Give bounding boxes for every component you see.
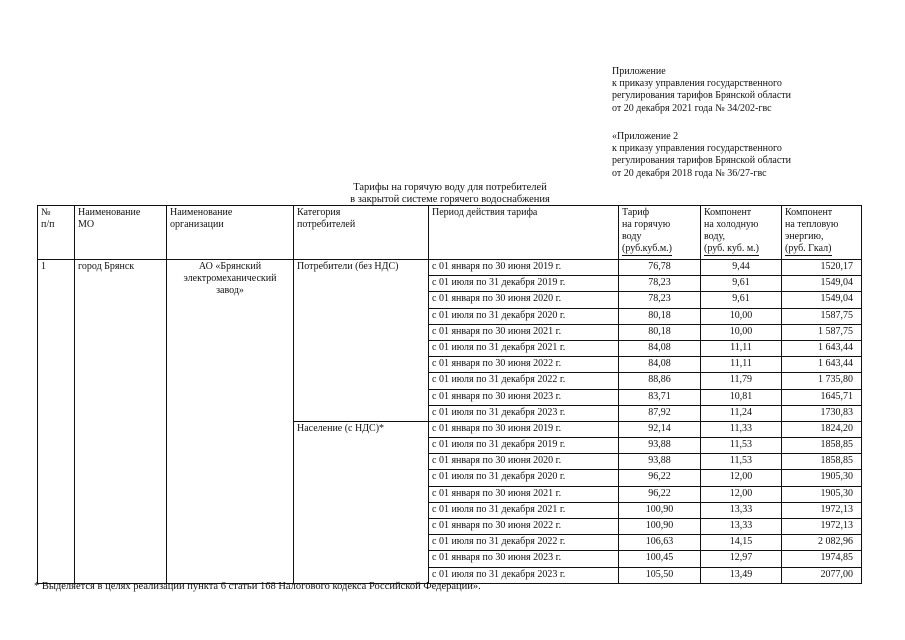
header-period: Период действия тарифа: [429, 206, 619, 260]
cell-cold: 11,24: [701, 405, 782, 421]
cell-heat: 1549,04: [782, 292, 862, 308]
cell-period: с 01 июля по 31 декабря 2023 г.: [429, 567, 619, 583]
cell-heat: 1587,75: [782, 308, 862, 324]
cell-heat: 1520,17: [782, 260, 862, 276]
cell-tariff: 100,90: [619, 502, 701, 518]
title-line-1: Тарифы на горячую воду для потребителей: [353, 182, 547, 193]
header-tariff: Тариф на горячую воду (руб.куб.м.): [619, 206, 701, 260]
cell-period: с 01 июля по 31 декабря 2019 г.: [429, 438, 619, 454]
title-line-2: в закрытой системе горячего водоснабжения: [350, 194, 550, 205]
appendix-line: «Приложение 2: [612, 131, 679, 142]
document-title: [300, 182, 600, 206]
cell-cold: 14,15: [701, 535, 782, 551]
cell-tariff: 87,92: [619, 405, 701, 421]
cell-heat: 1972,13: [782, 502, 862, 518]
cell-cold: 13,33: [701, 502, 782, 518]
cell-tariff: 84,08: [619, 357, 701, 373]
cell-heat: 1858,85: [782, 438, 862, 454]
cell-period: с 01 января по 30 июня 2023 г.: [429, 551, 619, 567]
cell-period: с 01 января по 30 июня 2022 г.: [429, 519, 619, 535]
cell-category: Население (с НДС)*: [294, 421, 429, 583]
cell-period: с 01 июля по 31 декабря 2019 г.: [429, 276, 619, 292]
cell-cold: 13,33: [701, 519, 782, 535]
cell-tariff: 92,14: [619, 421, 701, 437]
cell-tariff: 88,86: [619, 373, 701, 389]
cell-cold: 11,53: [701, 438, 782, 454]
cell-period: с 01 января по 30 июня 2021 г.: [429, 324, 619, 340]
cell-tariff: 76,78: [619, 260, 701, 276]
cell-cold: 10,00: [701, 324, 782, 340]
cell-cold: 10,81: [701, 389, 782, 405]
cell-heat: 1974,85: [782, 551, 862, 567]
cell-cold: 10,00: [701, 308, 782, 324]
cell-cold: 11,79: [701, 373, 782, 389]
cell-heat: 1905,30: [782, 486, 862, 502]
cell-cold: 12,00: [701, 486, 782, 502]
cell-cold: 11,33: [701, 421, 782, 437]
cell-cold: 9,61: [701, 276, 782, 292]
cell-period: с 01 июля по 31 декабря 2023 г.: [429, 405, 619, 421]
appendix-note-current: [612, 66, 791, 115]
cell-period: с 01 июля по 31 декабря 2021 г.: [429, 340, 619, 356]
cell-tariff: 80,18: [619, 308, 701, 324]
cell-period: с 01 июля по 31 декабря 2021 г.: [429, 502, 619, 518]
cell-tariff: 105,50: [619, 567, 701, 583]
cell-heat: 1730,83: [782, 405, 862, 421]
cell-heat: 1858,85: [782, 454, 862, 470]
cell-cold: 9,61: [701, 292, 782, 308]
appendix-line: от 20 декабря 2021 года № 34/202-гвс: [612, 102, 772, 114]
cell-tariff: 78,23: [619, 292, 701, 308]
cell-cold: 11,53: [701, 454, 782, 470]
cell-heat: 1 643,44: [782, 357, 862, 373]
appendix-line: к приказу управления государственного: [612, 143, 782, 155]
cell-org: АО «Брянский электромеханический завод»: [167, 260, 294, 584]
cell-period: с 01 января по 30 июня 2020 г.: [429, 454, 619, 470]
cell-period: с 01 января по 30 июня 2021 г.: [429, 486, 619, 502]
cell-heat: 1972,13: [782, 519, 862, 535]
cell-heat: 2 082,96: [782, 535, 862, 551]
header-heat-component: Компонент на тепловую энергию, (руб. Гкал): [782, 206, 862, 260]
footnote: * Выделяется в целях реализации пункта 6 статьи 168 Налогового кодекса Российской Федерации».: [34, 581, 481, 592]
appendix-note-original: [612, 131, 791, 180]
cell-period: с 01 июля по 31 декабря 2020 г.: [429, 470, 619, 486]
cell-cold: 11,11: [701, 357, 782, 373]
cell-cold: 13,49: [701, 567, 782, 583]
cell-period: с 01 января по 30 июня 2022 г.: [429, 357, 619, 373]
cell-category: Потребители (без НДС): [294, 260, 429, 422]
cell-tariff: 84,08: [619, 340, 701, 356]
cell-heat: 1645,71: [782, 389, 862, 405]
cell-tariff: 96,22: [619, 486, 701, 502]
cell-heat: 1 643,44: [782, 340, 862, 356]
cell-tariff: 78,23: [619, 276, 701, 292]
cell-period: с 01 июля по 31 декабря 2022 г.: [429, 373, 619, 389]
table-row: [38, 260, 862, 276]
appendix-line: к приказу управления государственного: [612, 78, 782, 90]
appendix-line: регулирования тарифов Брянской области: [612, 155, 792, 167]
cell-period: с 01 января по 30 июня 2019 г.: [429, 421, 619, 437]
appendix-line: Приложение: [612, 66, 666, 77]
cell-heat: 1824,20: [782, 421, 862, 437]
cell-mo: город Брянск: [75, 260, 167, 584]
appendix-line: регулирования тарифов Брянской области: [612, 90, 792, 102]
cell-tariff: 100,90: [619, 519, 701, 535]
cell-heat: 1905,30: [782, 470, 862, 486]
cell-tariff: 93,88: [619, 438, 701, 454]
cell-heat: 1 735,80: [782, 373, 862, 389]
cell-period: с 01 июля по 31 декабря 2022 г.: [429, 535, 619, 551]
header-cold-component: Компонент на холодную воду, (руб. куб. м.): [701, 206, 782, 260]
cell-tariff: 83,71: [619, 389, 701, 405]
cell-tariff: 96,22: [619, 470, 701, 486]
cell-period: с 01 января по 30 июня 2023 г.: [429, 389, 619, 405]
cell-tariff: 93,88: [619, 454, 701, 470]
cell-cold: 12,00: [701, 470, 782, 486]
cell-tariff: 100,45: [619, 551, 701, 567]
cell-heat: 2077,00: [782, 567, 862, 583]
header-org: Наименование организации: [167, 206, 294, 260]
header-mo: Наименование МО: [75, 206, 167, 260]
header-num: № п/п: [38, 206, 75, 260]
cell-heat: 1 587,75: [782, 324, 862, 340]
cell-heat: 1549,04: [782, 276, 862, 292]
cell-cold: 11,11: [701, 340, 782, 356]
cell-cold: 12,97: [701, 551, 782, 567]
cell-tariff: 106,63: [619, 535, 701, 551]
appendix-line: от 20 декабря 2018 года № 36/27-гвс: [612, 167, 767, 179]
cell-period: с 01 июля по 31 декабря 2020 г.: [429, 308, 619, 324]
cell-tariff: 80,18: [619, 324, 701, 340]
cell-cold: 9,44: [701, 260, 782, 276]
cell-period: с 01 января по 30 июня 2019 г.: [429, 260, 619, 276]
cell-num: 1: [38, 260, 75, 584]
cell-period: с 01 января по 30 июня 2020 г.: [429, 292, 619, 308]
table-body: [38, 260, 862, 584]
header-category: Категория потребителей: [294, 206, 429, 260]
tariff-table: [37, 205, 862, 584]
table-header-row: [38, 206, 862, 260]
